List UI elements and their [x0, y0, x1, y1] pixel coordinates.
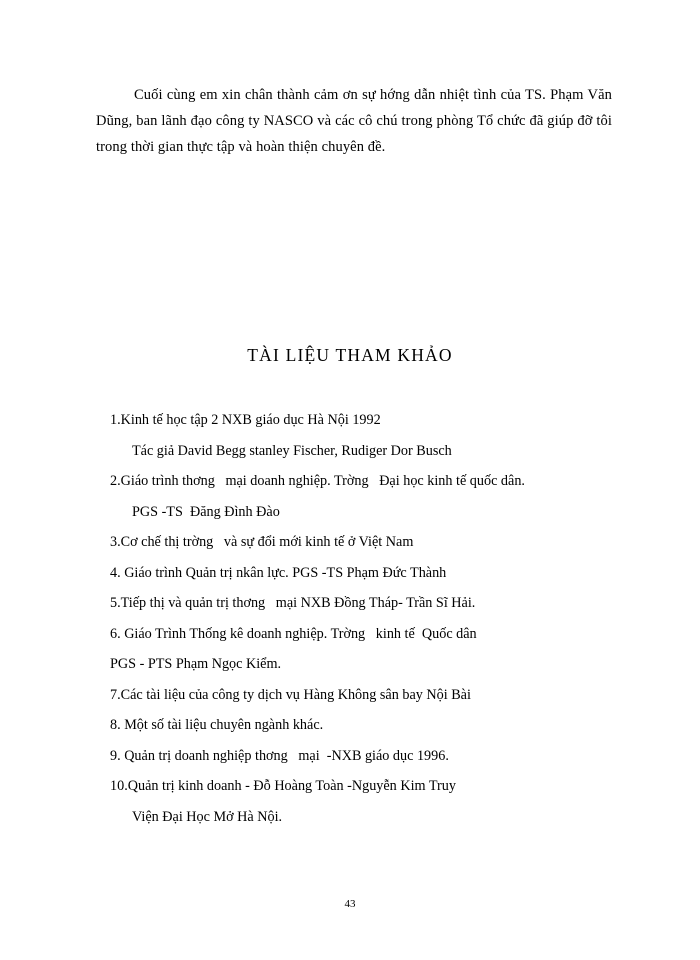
page-title: TÀI LIỆU THAM KHẢO	[247, 345, 453, 365]
list-item: 8. Một số tài liệu chuyên ngành khác.	[110, 717, 324, 733]
intro-paragraph-block	[96, 82, 612, 160]
list-item: 7.Các tài liệu của công ty dịch vụ Hàng Không sân bay Nội Bài	[110, 686, 471, 703]
list-item: 5.Tiếp thị và quản trị thơng mại NXB Đồng Tháp- Trần Sĩ Hải.	[110, 595, 476, 611]
list-item: 4. Giáo trình Quản trị nkân lực. PGS -TS Phạm Đức Thành	[110, 564, 447, 581]
page-number: 43	[344, 898, 356, 910]
list-item: PGS - PTS Phạm Ngọc Kiểm.	[110, 656, 282, 672]
list-item: 9. Quản trị doanh nghiệp thơng mại -NXB giáo dục 1996.	[110, 747, 449, 764]
list-item: 6. Giáo Trình Thống kê doanh nghiệp. Trờng kinh tế Quốc dân	[110, 625, 477, 642]
list-item: 3.Cơ chế thị trờng và sự đổi mới kinh tế ở Việt Nam	[110, 534, 414, 550]
list-item: PGS -TS Đăng Đình Đào	[132, 503, 280, 520]
list-item: Tác giả David Begg stanley Fischer, Rudiger Dor Busch	[132, 442, 452, 459]
list-item: 1.Kinh tế học tập 2 NXB giáo dục Hà Nội 1992	[110, 412, 381, 428]
reference-list	[110, 405, 630, 832]
list-item: 10.Quản trị kinh doanh - Đỗ Hoàng Toàn -Nguyễn Kim Truy	[110, 778, 456, 794]
list-item: 2.Giáo trình thơng mại doanh nghiệp. Trờng Đại học kinh tế quốc dân.	[110, 473, 525, 489]
intro-paragraph: Cuối cùng em xin chân thành cảm ơn sự hớng dẫn nhiệt tình của TS. Phạm Văn Dũng, ban lãnh đạo công ty NASCO và các cô chú trong phòng Tổ chức đã giúp đỡ tôi trong thời gian thực tập và hoàn thiện chuyên đề.	[96, 87, 612, 155]
list-item: Viện Đại Học Mở Hà Nội.	[132, 808, 283, 825]
